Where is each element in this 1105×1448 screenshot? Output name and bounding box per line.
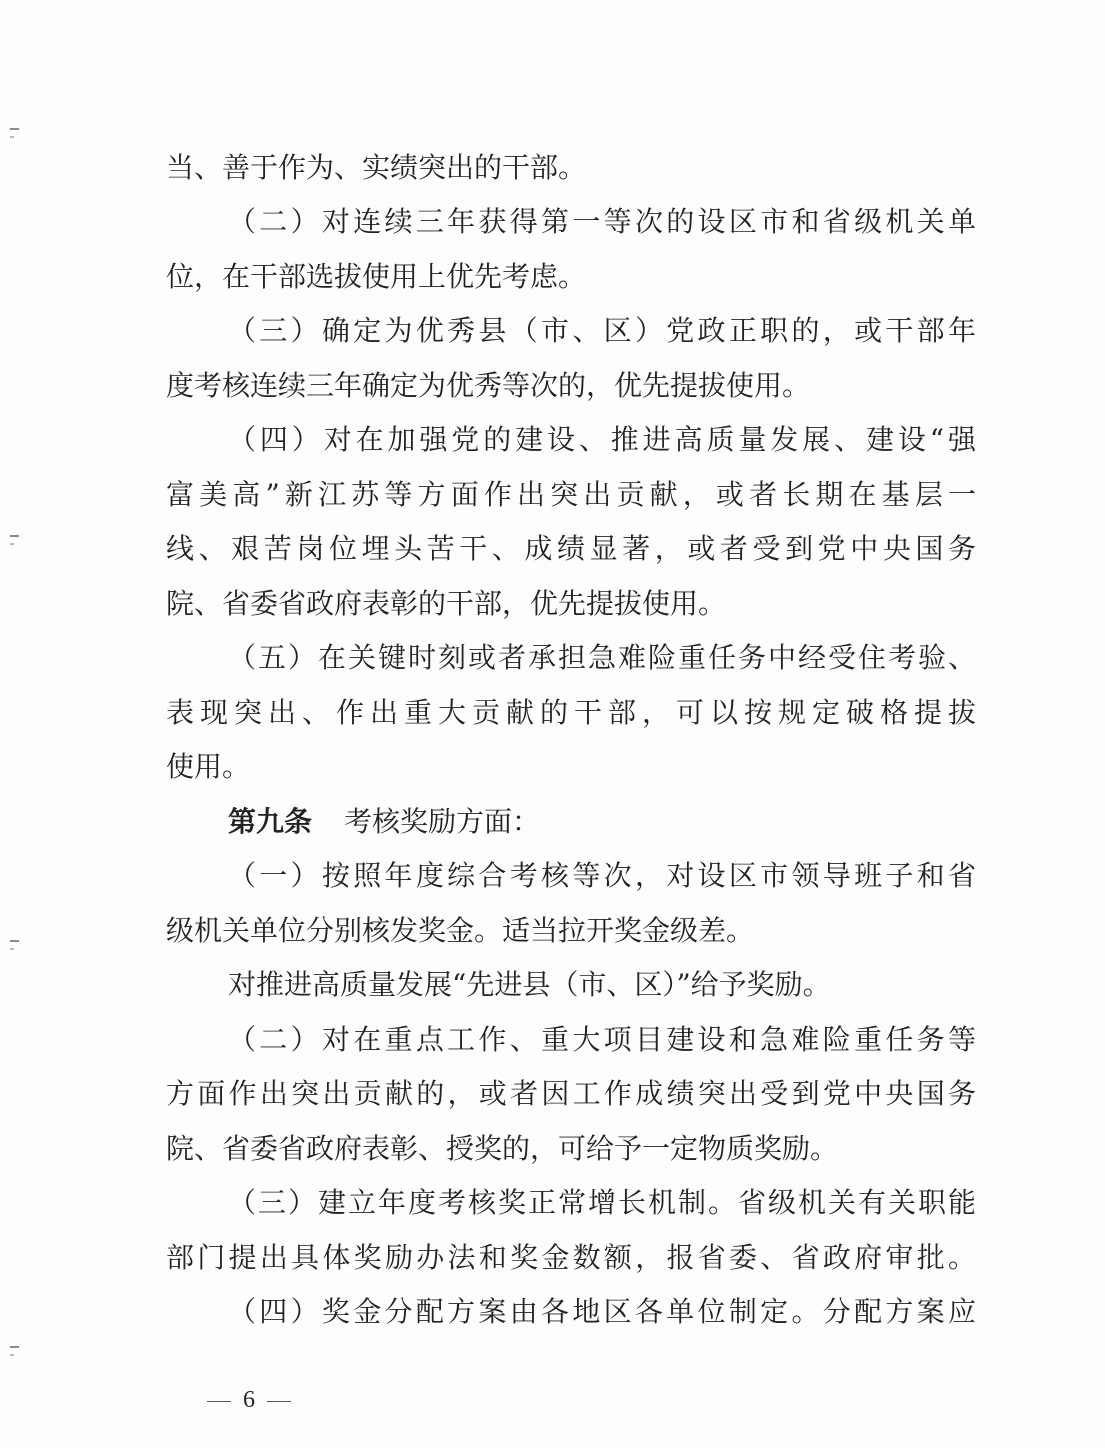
page-number [195, 1380, 303, 1420]
text-line: （三）确定为优秀县（市、区）党政正职的，或干部年 [228, 314, 976, 347]
text-line: （一）按照年度综合考核等次，对设区市领导班子和省 [228, 859, 976, 892]
text-line: 表现突出、作出重大贡献的干部，可以按规定破格提拔 [166, 696, 976, 729]
text-line: 度考核连续三年确定为优秀等次的，优先提拔使用。 [166, 369, 811, 402]
text-line: 当、善于作为、实绩突出的干部。 [166, 151, 587, 184]
article-number: 第九条 [228, 805, 313, 838]
text-line: 对推进高质量发展“先进县（市、区）”给予奖励。 [228, 968, 831, 1001]
binding-mark [10, 128, 22, 144]
text-line: 院、省委省政府表彰、授奖的，可给予一定物质奖励。 [166, 1132, 839, 1165]
text-line: （四）对在加强党的建设、推进高质量发展、建设“强 [228, 423, 976, 456]
article-heading [228, 802, 540, 842]
text-line: 级机关单位分别核发奖金。适当拉开奖金级差。 [166, 914, 755, 947]
binding-mark [10, 535, 22, 551]
text-line: 使用。 [166, 750, 251, 783]
article-title: 考核奖励方面： [344, 805, 541, 838]
text-line: 位，在干部选拔使用上优先考虑。 [166, 260, 587, 293]
text-line: 部门提出具体奖励办法和奖金数额，报省委、省政府审批。 [166, 1241, 976, 1274]
text-line: （三）建立年度考核奖正常增长机制。省级机关有关职能 [228, 1186, 976, 1219]
text-line: （二）对连续三年获得第一等次的设区市和省级机关单 [228, 205, 976, 238]
binding-mark [10, 940, 22, 956]
page-number-value: 6 [243, 1387, 255, 1413]
text-line: （二）对在重点工作、重大项目建设和急难险重任务等 [228, 1023, 976, 1056]
text-line: 富美高”新江苏等方面作出突出贡献，或者长期在基层一 [166, 478, 976, 511]
text-line: 线、艰苦岗位埋头苦干、成绩显著，或者受到党中央国务 [166, 532, 976, 565]
dash-decoration [267, 1401, 291, 1402]
text-line: （五）在关键时刻或者承担急难险重任务中经受住考验、 [228, 641, 976, 674]
dash-decoration [207, 1401, 231, 1402]
text-line: 方面作出突出贡献的，或者因工作成绩突出受到党中央国务 [166, 1077, 976, 1110]
binding-mark [10, 1346, 22, 1362]
text-line: （四）奖金分配方案由各地区各单位制定。分配方案应 [228, 1295, 976, 1328]
text-line: 院、省委省政府表彰的干部，优先提拔使用。 [166, 587, 727, 620]
